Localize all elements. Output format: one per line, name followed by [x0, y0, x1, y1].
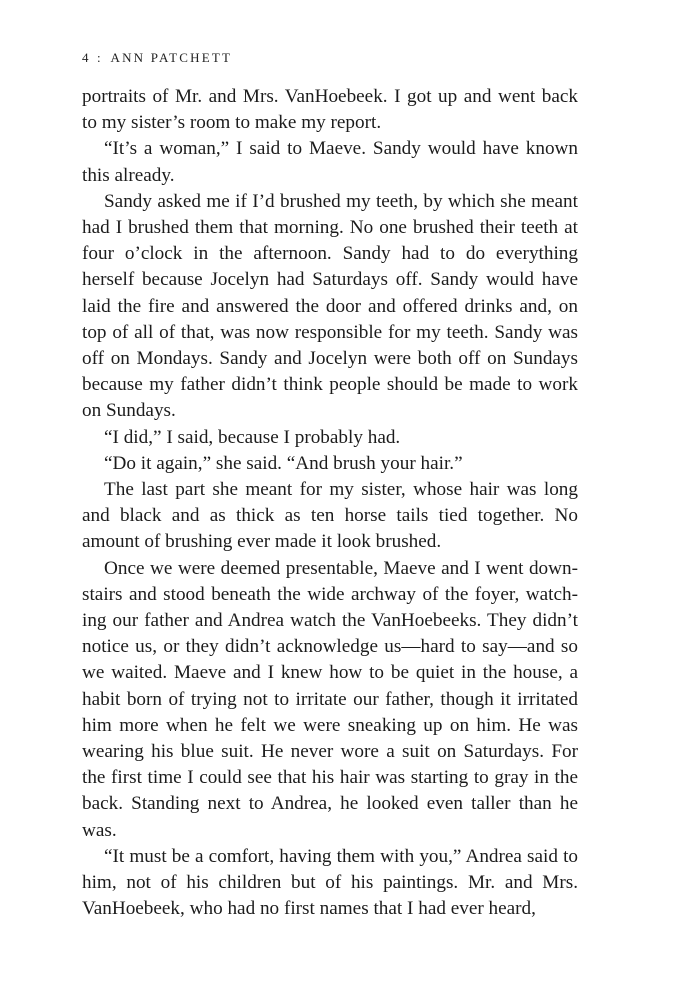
paragraph: “It must be a comfort, having them with you,” Andrea said to him, not of his children but of his paintings. Mr. and Mrs. VanHoebeek, who had no first names that I had ever heard,	[82, 845, 578, 920]
paragraph: Sandy asked me if I’d brushed my teeth, by which she meant had I brushed them that morning. No one brushed their teeth at four o’clock in the afternoon. Sandy had to do everything herself because Jocelyn had Saturdays off. Sandy would have laid the fire and answered the door and offered drinks and, on top of all of that, was now responsible for my teeth. Sandy was off on Mondays. Sandy and Jocelyn were both off on Sundays because my father didn’t think people should be made to work on Sundays.	[82, 190, 578, 422]
paragraph: “It’s a woman,” I said to Maeve. Sandy would have known this already.	[82, 138, 578, 186]
running-head	[82, 50, 232, 66]
paragraph: The last part she meant for my sister, whose hair was long and black and as thick as ten horse tails tied together. No amount of brushing ever made it look brushed.	[82, 479, 578, 553]
running-head-separator: :	[96, 50, 103, 65]
body-text	[82, 84, 578, 923]
paragraph: “I did,” I said, because I probably had.	[104, 426, 401, 448]
paragraph: Once we were deemed presentable, Maeve and I went downstairs and stood beneath the wide archway of the foyer, watching our father and Andrea watch the VanHoebeeks. They didn’t notice us, or they didn’t acknowledge us—hard to say—and so we waited. Maeve and I knew how to be quiet in the house, a habit born of trying not to irritate our father, though it irritated him more when he felt we were sneaking up on him. He was wearing his blue suit. He never wore a suit on Saturdays. For the first time I could see that his hair was starting to gray in the back. Standing next to Andrea, he looked even taller than he was.	[82, 557, 578, 841]
page-number: 4	[82, 50, 89, 65]
running-head-author: ANN PATCHETT	[110, 50, 233, 65]
paragraph: “Do it again,” she said. “And brush your hair.”	[104, 452, 463, 474]
paragraph-continued: portraits of Mr. and Mrs. VanHoebeek. I got up and went back to my sister’s room to make my report.	[82, 86, 578, 134]
